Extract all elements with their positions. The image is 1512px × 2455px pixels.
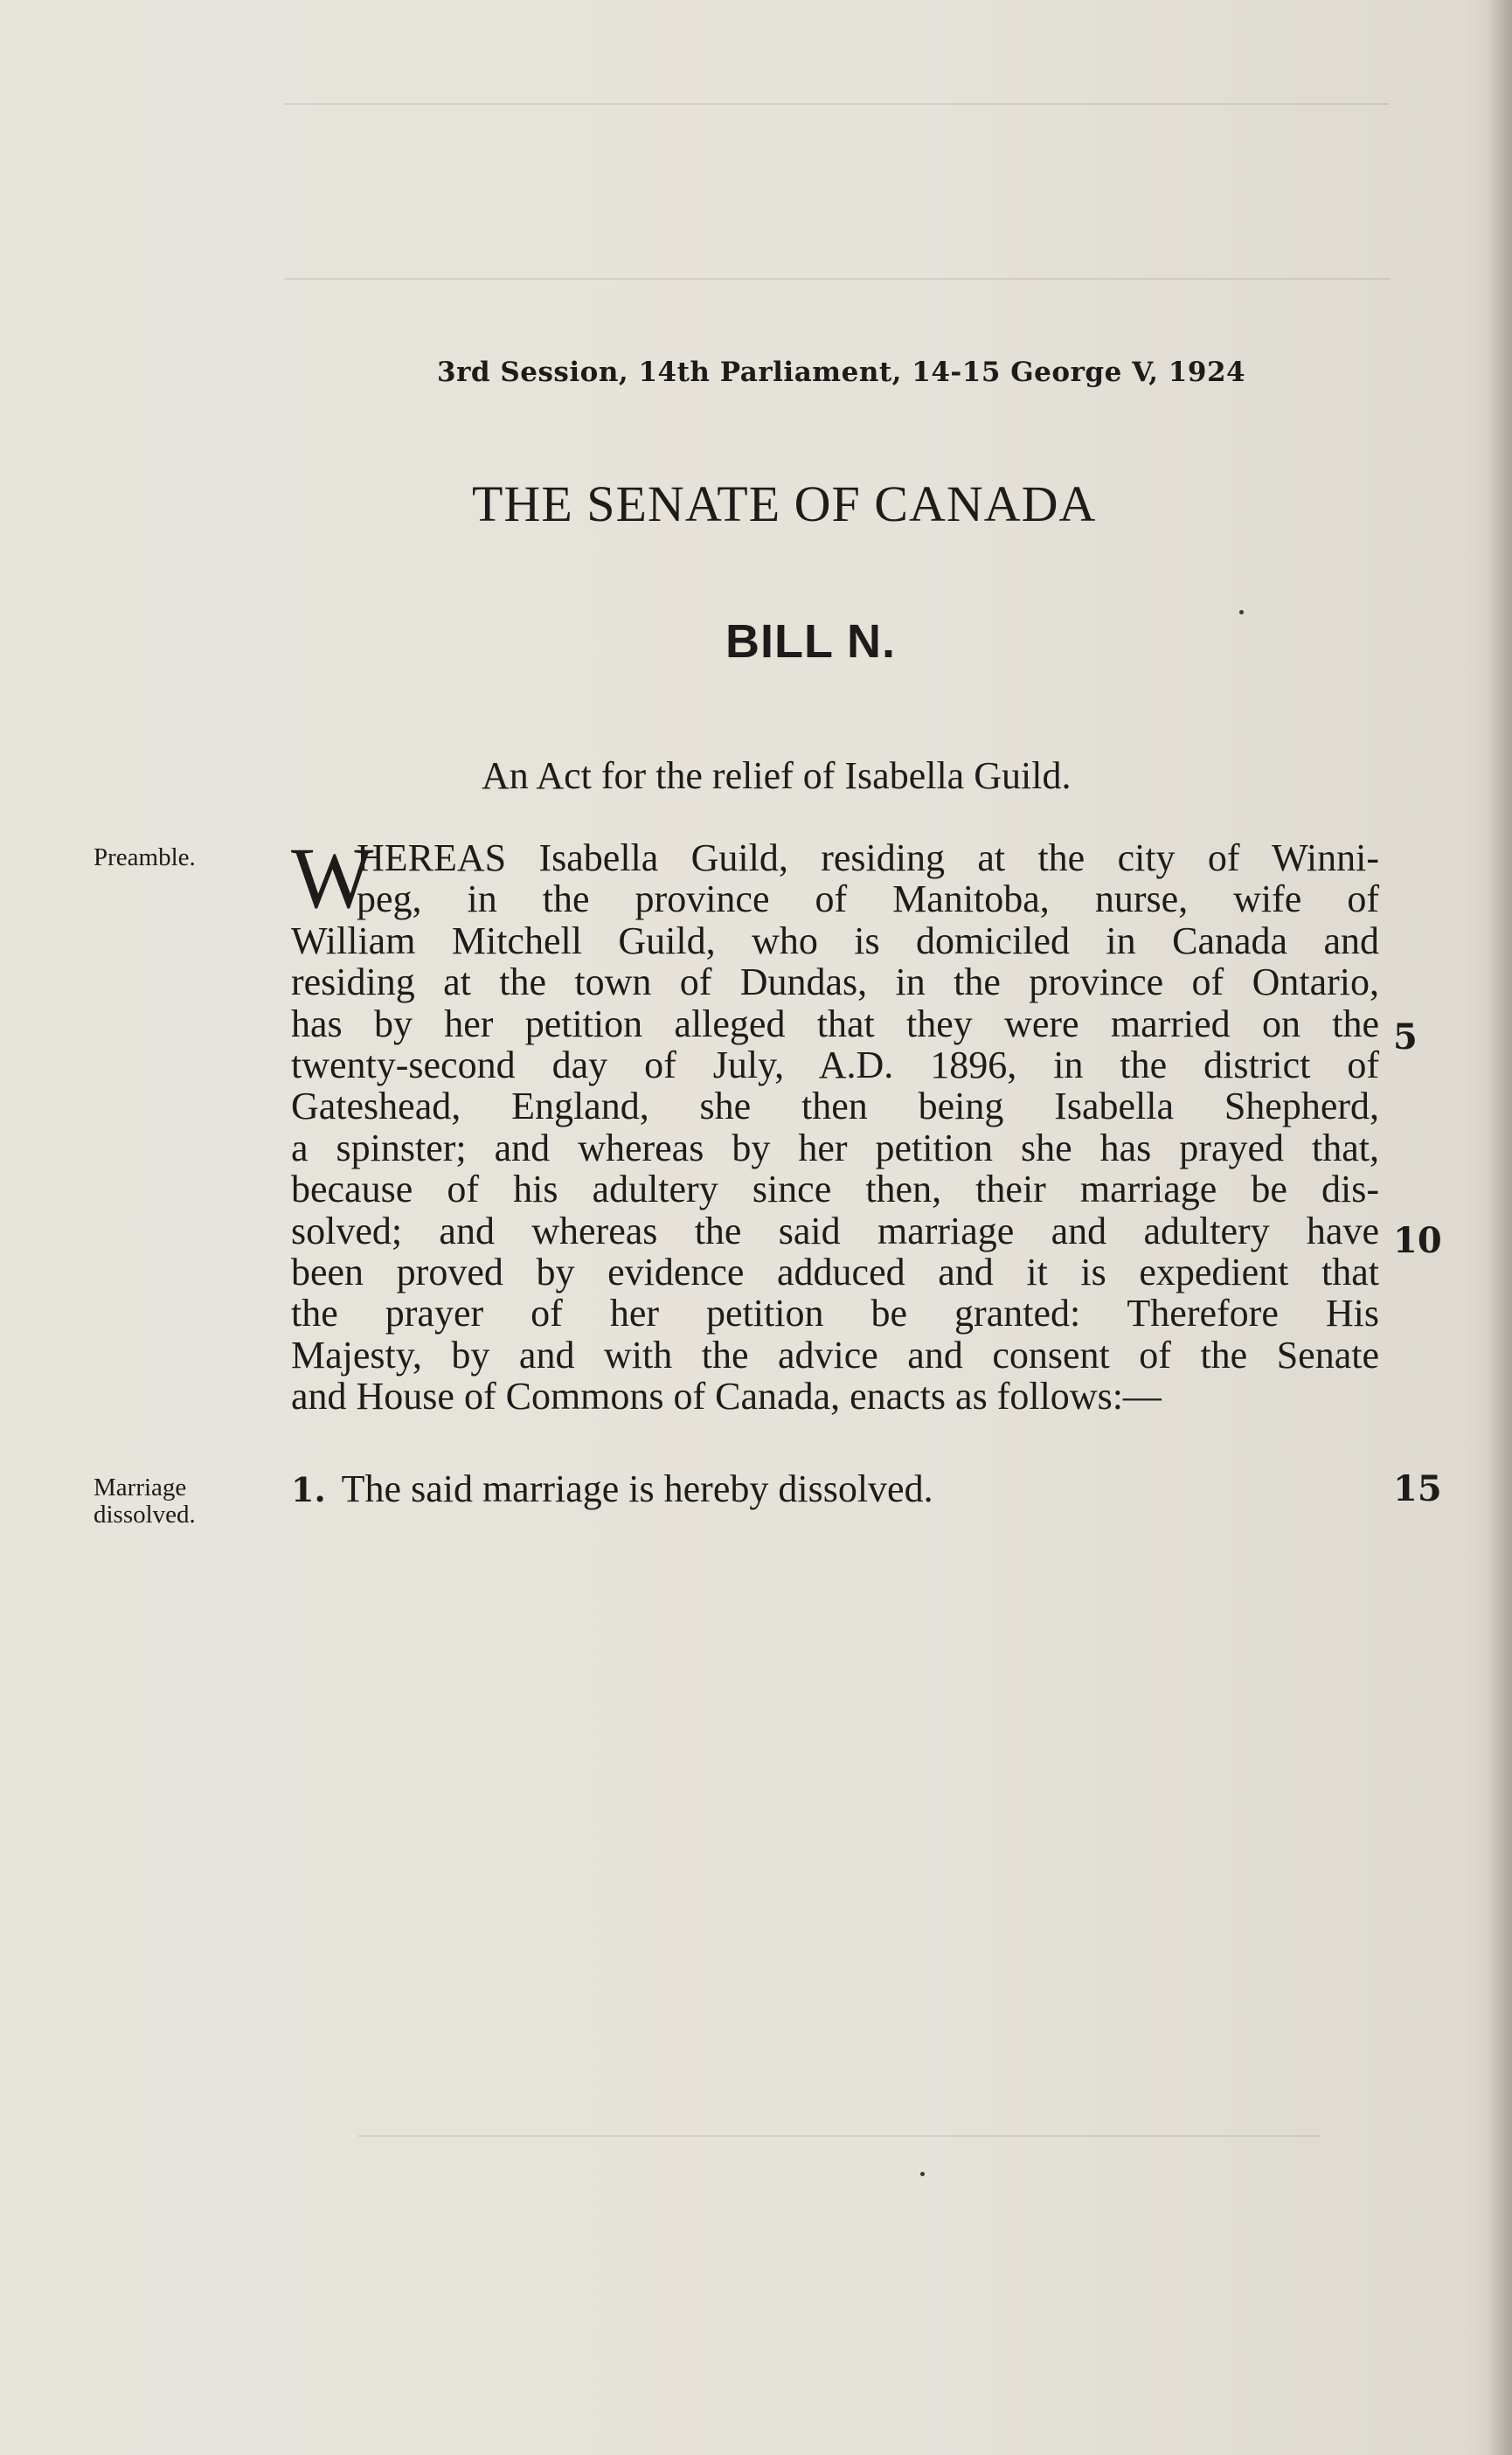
bleed-through-rule-lower bbox=[358, 2135, 1320, 2137]
line-number-10: 10 bbox=[1393, 1220, 1442, 1261]
preamble-line: because of his adultery since then, their marriage be dis- bbox=[291, 1168, 1379, 1211]
drop-cap: W bbox=[291, 829, 374, 926]
preamble-line: a spinster; and whereas by her petition she has prayed that, bbox=[291, 1126, 1379, 1169]
act-title: An Act for the relief of Isabella Guild. bbox=[482, 754, 1072, 797]
ink-speck bbox=[1239, 610, 1244, 614]
preamble-line: and House of Commons of Canada, enacts as follows:— bbox=[291, 1375, 1162, 1418]
preamble-text bbox=[291, 829, 1379, 1418]
preamble-line: peg, in the province of Manitoba, nurse, wife of bbox=[357, 877, 1379, 921]
page-edge-shadow bbox=[1488, 0, 1512, 2455]
bleed-through-rule-top bbox=[284, 103, 1390, 105]
section-number: 1. bbox=[291, 1470, 326, 1509]
section-1 bbox=[291, 1467, 933, 1511]
preamble-line: been proved by evidence adduced and it is expedient that bbox=[291, 1250, 1379, 1293]
preamble-line: the prayer of her petition be granted: Therefore His bbox=[291, 1292, 1379, 1335]
margin-note-marriage-dissolved bbox=[94, 1474, 196, 1529]
session-heading: 3rd Session, 14th Parliament, 14-15 George V, 1924 bbox=[437, 357, 1246, 388]
line-number-15: 15 bbox=[1393, 1468, 1442, 1509]
preamble-line: has by her petition alleged that they were married on the bbox=[291, 1002, 1379, 1045]
preamble-opening bbox=[291, 829, 1379, 926]
margin-note-line: dissolved. bbox=[94, 1501, 196, 1529]
preamble-line: residing at the town of Dundas, in the province of Ontario, bbox=[291, 961, 1379, 1004]
margin-note-preamble: Preamble. bbox=[94, 843, 196, 871]
bleed-through-rule-upper bbox=[284, 278, 1390, 280]
preamble-line: Majesty, by and with the advice and consent of the Senate bbox=[291, 1333, 1379, 1377]
preamble-line: HEREAS Isabella Guild, residing at the city of Winni- bbox=[357, 836, 1379, 879]
ink-speck bbox=[920, 2172, 925, 2176]
margin-note-line: Marriage bbox=[94, 1474, 187, 1501]
chamber-title: THE SENATE OF CANADA bbox=[472, 475, 1097, 532]
preamble-line: solved; and whereas the said marriage and adultery have bbox=[291, 1209, 1379, 1252]
preamble-line: twenty-second day of July, A.D. 1896, in the district of bbox=[291, 1043, 1379, 1086]
preamble-line: Gateshead, England, she then being Isabella Shepherd, bbox=[291, 1085, 1379, 1128]
bill-title: BILL N. bbox=[725, 615, 896, 668]
line-number-5: 5 bbox=[1393, 1016, 1418, 1058]
preamble-line: William Mitchell Guild, who is domiciled in Canada and bbox=[291, 919, 1379, 962]
section-text: The said marriage is hereby dissolved. bbox=[341, 1467, 933, 1510]
